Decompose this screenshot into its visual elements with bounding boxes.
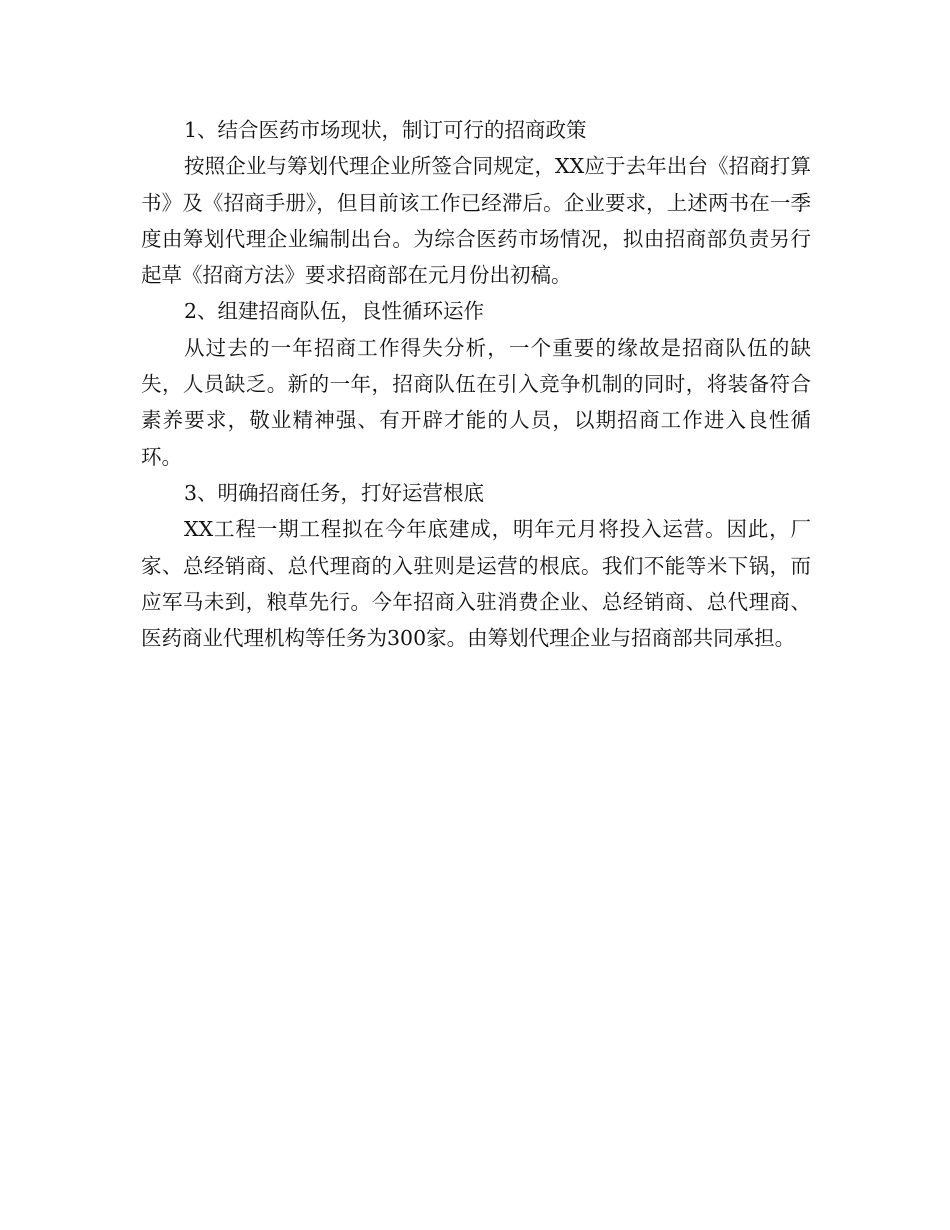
section-heading-2: 2、组建招商队伍，良性循环运作 <box>184 299 485 324</box>
paragraph-2: 从过去的一年招商工作得失分析，一个重要的缘故是招商队伍的缺失，人员缺乏。新的一年，招商队伍在引入竞争机制的同时，将装备符合素养要求，敬业精神强、有开辟才能的人员，以期招商工作进入良性循环。 <box>141 335 811 469</box>
section-heading-1: 1、结合医药市场现状，制订可行的招商政策 <box>184 118 587 142</box>
paragraph-3: XX工程一期工程拟在今年底建成，明年元月将投入运营。因此，厂家、总经销商、总代理商的入驻则是运营的根底。我们不能等米下锅，而应军马未到，粮草先行。今年招商入驻消费企业、总经销商、总代理商、医药商业代理机构等任务为300家。由筹划代理企业与招商部共同承担。 <box>141 517 811 651</box>
section-heading-3: 3、明确招商任务，打好运营根底 <box>184 480 485 505</box>
document-body <box>141 112 811 656</box>
paragraph-1: 按照企业与筹划代理企业所签合同规定，XX应于去年出台《招商打算书》及《招商手册》，但目前该工作已经滞后。企业要求，上述两书在一季度由筹划代理企业编制出台。为综合医药市场情况，拟由招商部负责另行起草《招商方法》要求招商部在元月份出初稿。 <box>141 154 811 288</box>
